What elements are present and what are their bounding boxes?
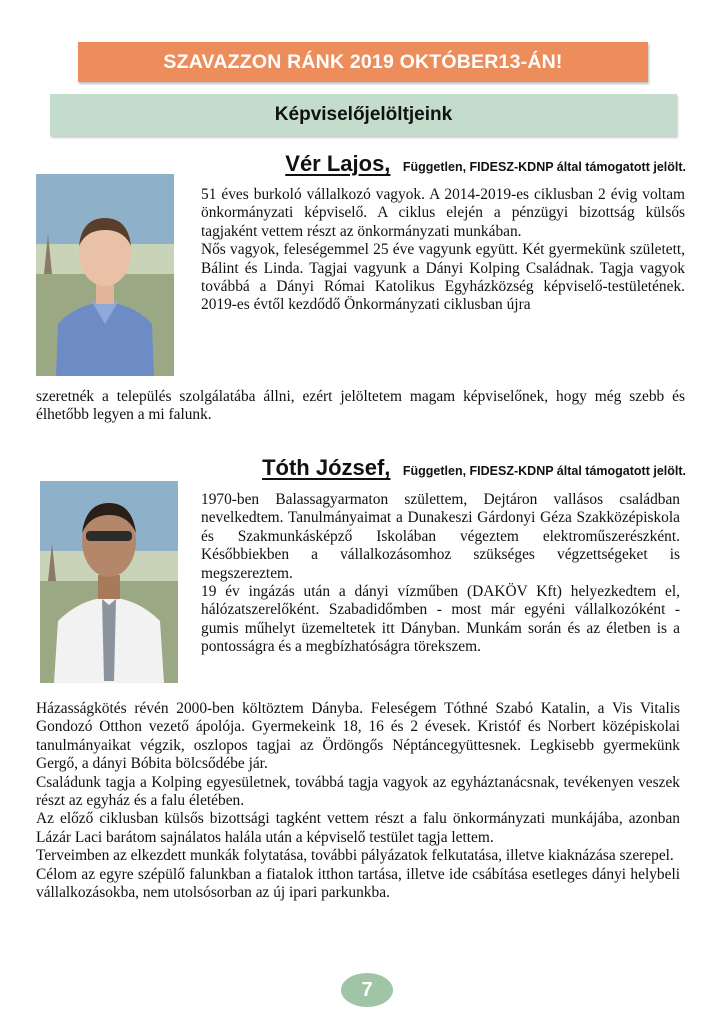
election-banner <box>78 42 648 82</box>
candidate-1-bio-bottom <box>36 388 685 425</box>
candidate-2-paragraph: Célom az egyre szépülő falunkban a fiatalok itthon tartása, illetve ide csábítása esetleges dányi helybeli vállalkozásokba, nem utolsósorban az új ipari parkunkba. <box>36 865 680 902</box>
candidate-1-heading <box>285 151 686 177</box>
candidate-1-paragraph: szeretnék a település szolgálatába állni, ezért jelöltetem magam képviselőnek, hogy még szebb és élhetőbb legyen a mi falunk. <box>36 388 685 424</box>
candidate-2-name: Tóth József, <box>262 455 391 480</box>
page-number: 7 <box>361 978 373 1001</box>
section-title: Képviselőjelöltjeink <box>274 104 453 125</box>
candidate-1-photo <box>36 174 174 376</box>
section-banner <box>50 94 677 136</box>
candidate-2-paragraph: 19 év ingázás után a dányi vízműben (DAKÖV Kft) helyezkedtem el, hálózatszerelőként. Szabadidőmben - most már egyéni vállalkozóként - gumis műhelyt üzemeltetek itt Dányban. Munkám során és az életben is a pontosságra és a megbízhatóságra törekszem. <box>201 583 680 656</box>
candidate-2-paragraph: Házasságkötés révén 2000-ben költöztem Dányba. Feleségem Tóthné Szabó Katalin, a Vis Vitalis Gondozó Otthon vezető ápolója. Gyermekeink 18, 16 és 2 évesek. Kristóf és Norbert középiskolai tanulmányaikat végzik, oszlopos tagjai az Ördöngős Néptáncegyüttesnek. Legkisebb gyermekünk Gergő, a dányi Bóbita bölcsődébe jár. <box>36 700 680 773</box>
candidate-2-paragraph: Terveimben az elkezdett munkák folytatása, további pályázatok felkutatása, illetve kiaknázása szerepel. <box>36 847 674 865</box>
candidate-2-affiliation: Független, FIDESZ-KDNP által támogatott jelölt. <box>402 464 686 478</box>
candidate-2-paragraph: Az előző ciklusban külsős bizottsági tagként vettem részt a falu önkormányzati munkájába, azonban Lázár Laci barátom sajnálatos halála után a képviselő testület tagja lettem. <box>36 810 680 846</box>
candidate-2-bio-bottom <box>36 700 680 902</box>
candidate-2-photo <box>40 481 178 683</box>
page-number-badge <box>341 973 393 1007</box>
candidate-2-paragraph: 1970-ben Balassagyarmaton születtem, Dejtáron vallásos családban nevelkedtem. Tanulmányaimat a Dunakeszi Gárdonyi Géza Szakközépiskola és Szakmunkásképző Iskolában végeztem elektroműszerészként. Későbbiekben a vállalkozásomhoz szükséges végzettségeket is megszereztem. <box>201 491 680 582</box>
candidate-1-name: Vér Lajos, <box>285 151 391 176</box>
candidate-1-paragraph: Nős vagyok, feleségemmel 25 éve vagyunk együtt. Két gyermekünk született, Bálint és Linda. Tagjai vagyunk a Dányi Kolping Családnak. Tagja vagyok továbbá a Dányi Római Katolikus Egyházközség képviselő-testületének. 2019-es évtől kezdődő Önkormányzati ciklusban újra <box>201 241 685 314</box>
candidate-2-heading <box>262 455 686 481</box>
candidate-1-bio-top <box>201 186 685 315</box>
candidate-1-paragraph: 51 éves burkoló vállalkozó vagyok. A 2014-2019-es ciklusban 2 évig voltam önkormányzati képviselő. A ciklus elején a pénzügyi bizottság külsős tagjaként vettem részt az önkormányzati munkában. <box>201 186 685 240</box>
candidate-2-paragraph: Családunk tagja a Kolping egyesületnek, továbbá tagja vagyok az egyháztanácsnak, tevékenyen veszek részt az egyház és a falu életében. <box>36 773 680 810</box>
candidate-2-bio-top <box>201 491 680 657</box>
banner-title: SZAVAZZON RÁNK 2019 OKTÓBER13-ÁN! <box>163 50 563 73</box>
candidate-1-affiliation: Független, FIDESZ-KDNP által támogatott jelölt. <box>402 160 686 174</box>
